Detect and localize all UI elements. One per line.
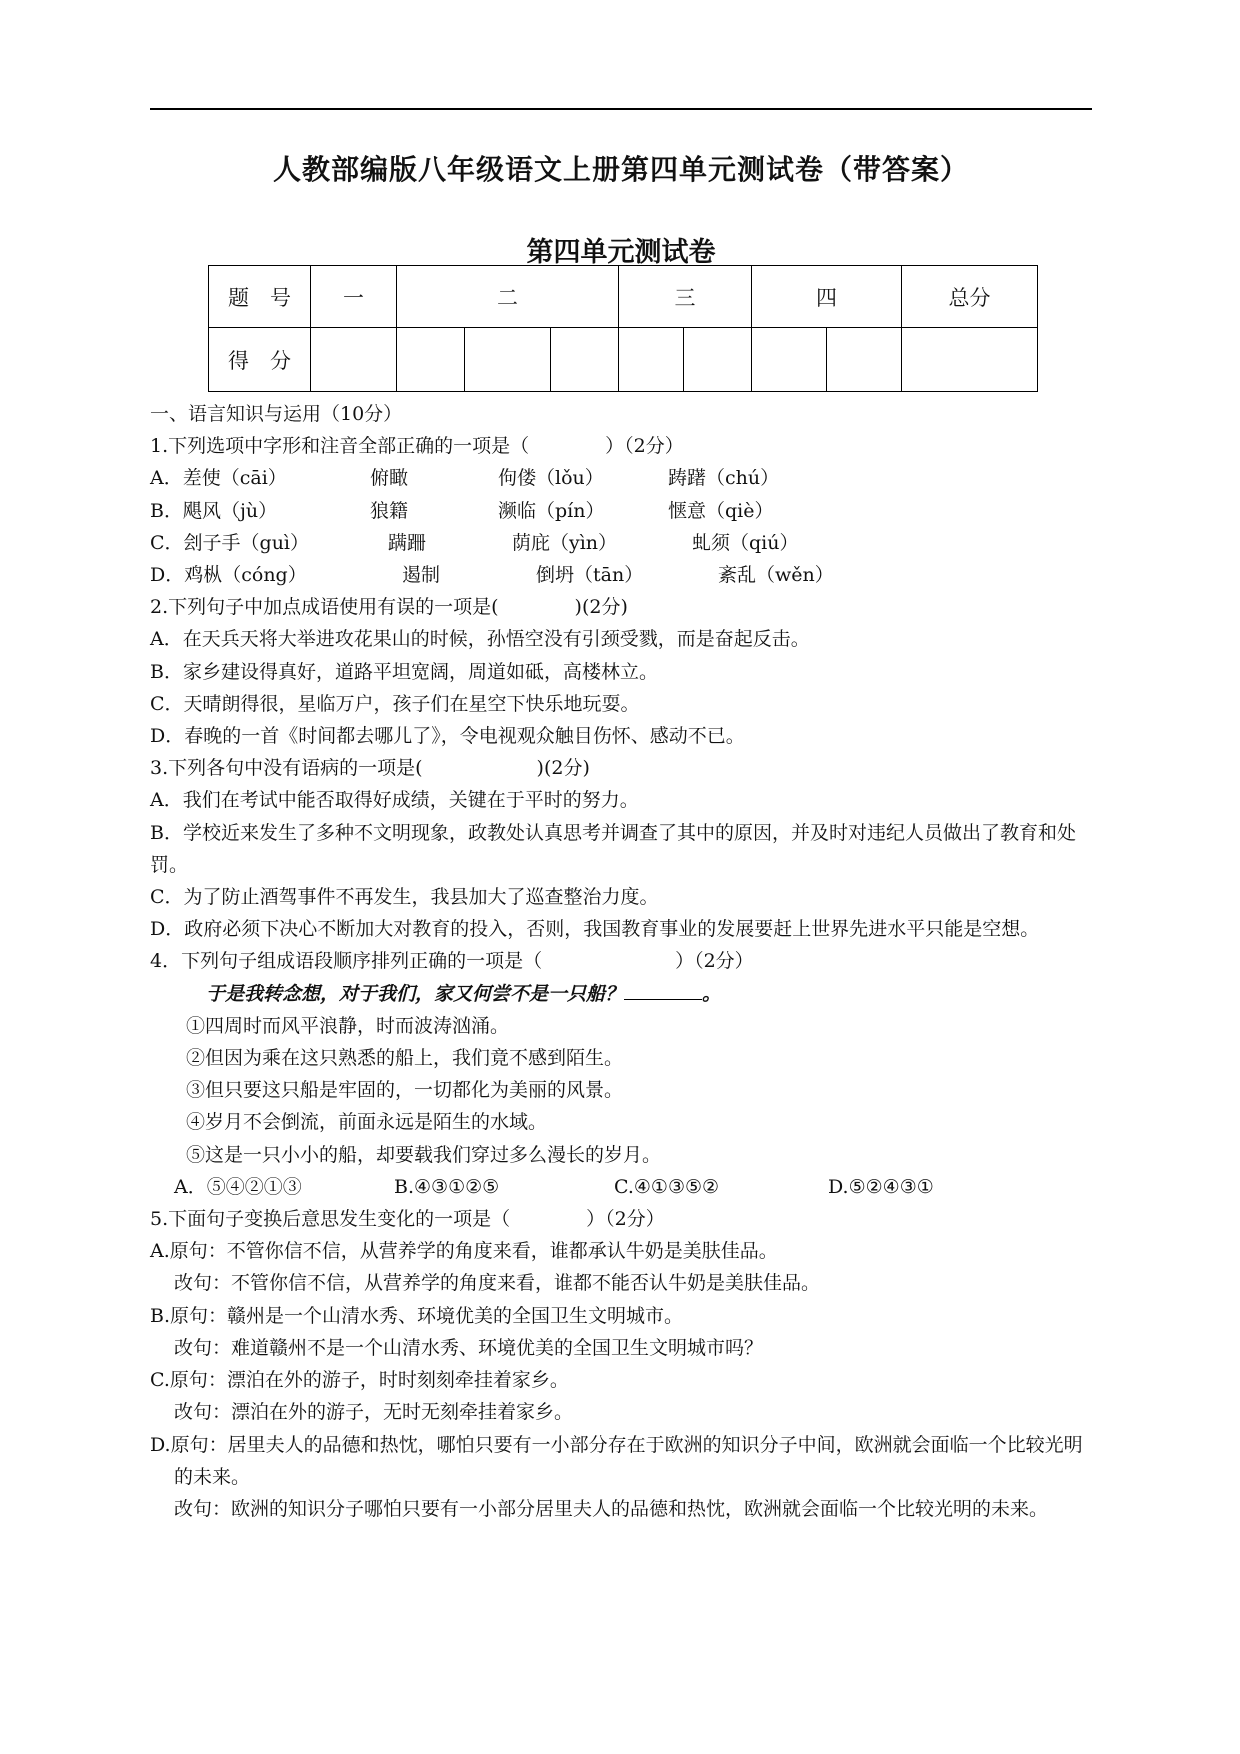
question-5-option-b-revised: 改句：难道赣州不是一个山清水秀、环境优美的全国卫生文明城市吗？ (174, 1336, 764, 1359)
question-2-option-c: C．天晴朗得很，星临万户，孩子们在星空下快乐地玩耍。 (150, 692, 640, 715)
score-table-col-1: 一 (311, 266, 397, 328)
option-text: 惬意（qiè） (668, 499, 774, 522)
question-5-option-c-revised: 改句：漂泊在外的游子，无时无刻牵挂着家乡。 (174, 1401, 574, 1424)
question-3-option-a: A．我们在考试中能否取得好成绩，关键在于平时的努力。 (150, 789, 639, 812)
question-2-stem: 2.下列句子中加点成语使用有误的一项是( )(2分) (150, 596, 628, 619)
option-b: B.④③①②⑤ (394, 1175, 500, 1198)
option-text: 濒临（pín） (498, 499, 605, 522)
question-5-option-c-original: C.原句：漂泊在外的游子，时时刻刻牵挂着家乡。 (150, 1369, 569, 1392)
question-4-options (150, 1171, 1092, 1203)
score-table-label-score: 得 分 (209, 328, 311, 392)
top-rule (150, 108, 1092, 110)
exam-content (150, 398, 1092, 1525)
question-4-item-2: ②但因为乘在这只熟悉的船上，我们竟不感到陌生。 (186, 1047, 624, 1070)
score-cell[interactable] (311, 328, 397, 392)
option-c: C.④①③⑤② (614, 1175, 720, 1198)
score-cell[interactable] (752, 328, 827, 392)
option-text: 踌躇（chú） (668, 467, 780, 490)
question-2-option-d: D．春晚的一首《时间都去哪儿了》，令电视观众触目伤怀、感动不已。 (150, 725, 745, 748)
score-cell[interactable] (684, 328, 752, 392)
score-table-col-4: 四 (752, 266, 902, 328)
question-2-option-a: A．在天兵天将大举进攻花果山的时候，孙悟空没有引颈受戮，而是奋起反击。 (150, 628, 810, 651)
question-5-option-d-original: D.原句：居里夫人的品德和热忱，哪怕只要有一小部分存在于欧洲的知识分子中间，欧洲就会面临一个比较光明的未来。 (150, 1433, 1083, 1488)
question-3-option-d: D．政府必须下决心不断加大对教育的投入，否则，我国教育事业的发展要赶上世界先进水平只能是空想。 (150, 918, 1040, 941)
question-4-item-3: ③但只要这只船是牢固的，一切都化为美丽的风景。 (186, 1079, 624, 1102)
question-2-option-b: B．家乡建设得真好，道路平坦宽阔，周道如砥，高楼林立。 (150, 660, 658, 683)
option-text: 狼籍 (370, 499, 409, 522)
score-cell[interactable] (397, 328, 465, 392)
score-table (208, 265, 1038, 392)
option-text: 遏制 (402, 564, 441, 587)
question-5-option-d-revised: 改句：欧洲的知识分子哪怕只要有一小部分居里夫人的品德和热忱，欧洲就会面临一个比较光明的未来。 (174, 1497, 1049, 1520)
option-text: 荫庇（yìn） (512, 531, 618, 554)
question-5-stem: 5.下面句子变换后意思发生变化的一项是（ ）（2分） (150, 1208, 665, 1231)
score-table-col-3: 三 (619, 266, 752, 328)
question-1-option-c (150, 527, 1092, 559)
question-1-option-a (150, 462, 1092, 494)
question-3-option-b: B．学校近来发生了多种不文明现象，政教处认真思考并调查了其中的原因，并及时对违纪人员做出了教育和处罚。 (150, 821, 1076, 876)
option-text: B．飓风（jù） (150, 499, 278, 522)
question-5-option-b-original: B.原句：赣州是一个山清水秀、环境优美的全国卫生文明城市。 (150, 1304, 684, 1327)
score-table-header-row (209, 266, 1038, 328)
question-1-option-d (150, 559, 1092, 591)
question-5-option-a-original: A.原句：不管你信不信，从营养学的角度来看，谁都承认牛奶是美肤佳品。 (150, 1240, 778, 1263)
lead-sentence-text: 于是我转念想，对于我们，家又何尝不是一只船？ (206, 982, 625, 1005)
question-3-stem: 3.下列各句中没有语病的一项是( )(2分) (150, 757, 590, 780)
score-cell[interactable] (551, 328, 619, 392)
option-text: 虬须（qiú） (692, 531, 799, 554)
question-1-option-b (150, 495, 1092, 527)
option-text: D．鸡枞（cóng） (150, 564, 307, 587)
question-3-option-c: C．为了防止酒驾事件不再发生，我县加大了巡查整治力度。 (150, 886, 659, 909)
question-5-option-a-revised: 改句：不管你信不信，从营养学的角度来看，谁都不能否认牛奶是美肤佳品。 (174, 1272, 821, 1295)
section-heading: 一、语言知识与运用（10分） (150, 403, 403, 425)
question-4-item-5: ⑤这是一只小小的船，却要载我们穿过多么漫长的岁月。 (186, 1143, 662, 1166)
option-text: 紊乱（wěn） (718, 564, 834, 587)
question-4-item-1: ①四周时而风平浪静，时而波涛汹涌。 (186, 1014, 510, 1037)
document-title: 人教部编版八年级语文上册第四单元测试卷（带答案） (272, 153, 969, 186)
question-4-lead-sentence (150, 978, 1092, 1010)
score-cell[interactable] (827, 328, 902, 392)
score-table-score-row (209, 328, 1038, 392)
option-text: A．差使（cāi） (150, 467, 287, 490)
option-text: 蹒跚 (388, 531, 427, 554)
score-table-col-total: 总分 (902, 266, 1038, 328)
score-table-label-number: 题 号 (209, 266, 311, 328)
option-text: 倒坍（tān） (536, 564, 644, 587)
answer-blank[interactable] (624, 981, 702, 1000)
option-text: 佝偻（lǒu） (498, 467, 604, 490)
question-4-item-4: ④岁月不会倒流，前面永远是陌生的水域。 (186, 1111, 548, 1134)
document-subtitle: 第四单元测试卷 (526, 237, 716, 268)
score-table-col-2: 二 (397, 266, 619, 328)
score-cell[interactable] (619, 328, 684, 392)
question-1-stem: 1.下列选项中字形和注音全部正确的一项是（ ）（2分） (150, 435, 684, 458)
option-d: D.⑤②④③① (828, 1175, 934, 1198)
score-cell[interactable] (465, 328, 551, 392)
question-4-stem: 4．下列句子组成语段顺序排列正确的一项是（ ）（2分） (150, 950, 754, 973)
option-text: 俯瞰 (370, 467, 409, 490)
option-text: C．刽子手（guì） (150, 531, 310, 554)
score-cell-total[interactable] (902, 328, 1038, 392)
option-a: A．⑤④②①③ (174, 1175, 302, 1198)
lead-sentence-end: 。 (702, 982, 722, 1005)
